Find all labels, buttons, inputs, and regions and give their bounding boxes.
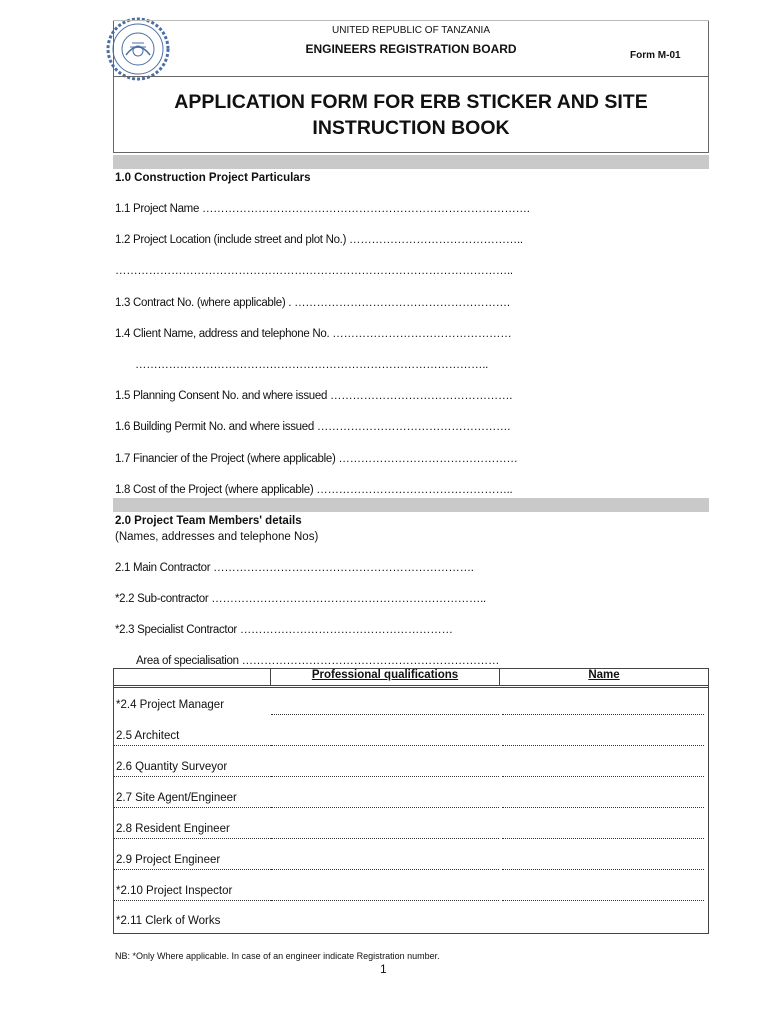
qualifications-input[interactable] [271,807,499,808]
qualifications-input[interactable] [271,900,499,901]
qualifications-input[interactable] [271,869,499,870]
name-input[interactable] [502,869,704,870]
row-label: 2.9 Project Engineer [116,854,221,866]
table-row [114,905,708,936]
row-label: 2.6 Quantity Surveyor [116,761,228,773]
form-title-line-2: INSTRUCTION BOOK [312,117,510,139]
qualifications-input[interactable] [271,776,499,777]
table-header-rule [114,685,708,686]
row-rule [114,807,271,808]
republic-name: UNITED REPUBLIC OF TANZANIA [332,25,490,36]
field-project-location[interactable]: 1.2 Project Location (include street and plot No.) ……………………………………….. [115,234,523,246]
field-client-details[interactable]: 1.4 Client Name, address and telephone No. ………………………………………… [115,328,512,340]
table-row [114,751,708,782]
field-financier[interactable]: 1.7 Financier of the Project (where applicable) ………………………………………… [115,453,518,465]
footnote: NB: *Only Where applicable. In case of an engineer indicate Registration number. [115,951,440,961]
field-building-permit[interactable]: 1.6 Building Permit No. and where issued ……………………………………………. [115,421,511,433]
column-header-qualifications: Professional qualifications [311,669,459,681]
section-2-heading: 2.0 Project Team Members' details [115,515,302,527]
row-label: 2.7 Site Agent/Engineer [116,792,237,804]
row-rule [114,900,271,901]
section-2-shade [113,498,709,512]
table-header-rule-2 [114,687,708,688]
table-row [114,782,708,813]
qualifications-input[interactable] [271,745,499,746]
row-label: *2.11 Clerk of Works [116,915,221,927]
table-row [114,813,708,844]
field-area-of-specialisation[interactable]: Area of specialisation …………………………………………………………… [136,655,500,667]
name-input[interactable] [502,714,704,715]
field-client-details-continued[interactable]: ………………………………………………………………………………….. [135,359,488,371]
row-rule [114,776,271,777]
row-rule [114,838,271,839]
column-header-name: Name [588,669,620,681]
field-sub-contractor[interactable]: *2.2 Sub-contractor ……………………………………………………………….. [115,593,486,605]
qualifications-input[interactable] [271,714,499,715]
form-number: Form M-01 [630,50,681,61]
name-input[interactable] [502,900,704,901]
form-title-line-1: APPLICATION FORM FOR ERB STICKER AND SITE [174,91,648,113]
header-separator [113,76,709,77]
name-input[interactable] [502,838,704,839]
table-row [114,875,708,906]
table-row [114,844,708,875]
field-specialist-contractor[interactable]: *2.3 Specialist Contractor ………………………………………………… [115,624,453,636]
qualifications-input[interactable] [271,838,499,839]
team-table [113,668,709,934]
form-title [113,89,709,141]
table-row [114,689,708,720]
name-input[interactable] [502,745,704,746]
page-number: 1 [380,962,387,976]
row-label: 2.5 Architect [116,730,180,742]
name-input[interactable] [502,776,704,777]
board-name: ENGINEERS REGISTRATION BOARD [305,42,517,56]
field-project-cost[interactable]: 1.8 Cost of the Project (where applicable) …………………………………………….. [115,484,513,496]
field-project-location-continued[interactable]: …………………………………………………………………………………………….. [115,265,513,277]
field-main-contractor[interactable]: 2.1 Main Contractor ……………………………………………………………. [115,562,474,574]
row-rule [114,745,271,746]
name-input[interactable] [502,807,704,808]
section-1-heading: 1.0 Construction Project Particulars [115,172,311,184]
row-label: *2.4 Project Manager [116,699,225,711]
field-planning-consent[interactable]: 1.5 Planning Consent No. and where issued …………………………………………. [115,390,513,402]
row-label: *2.10 Project Inspector [116,885,233,897]
field-project-name[interactable]: 1.1 Project Name ……………………………………………………………………………. [115,203,530,215]
section-1-shade [113,155,709,169]
row-label: 2.8 Resident Engineer [116,823,230,835]
table-row [114,720,708,751]
field-contract-no[interactable]: 1.3 Contract No. (where applicable) . …………………………………………………. [115,297,510,309]
row-rule [114,869,271,870]
section-2-subheading: (Names, addresses and telephone Nos) [115,531,319,543]
